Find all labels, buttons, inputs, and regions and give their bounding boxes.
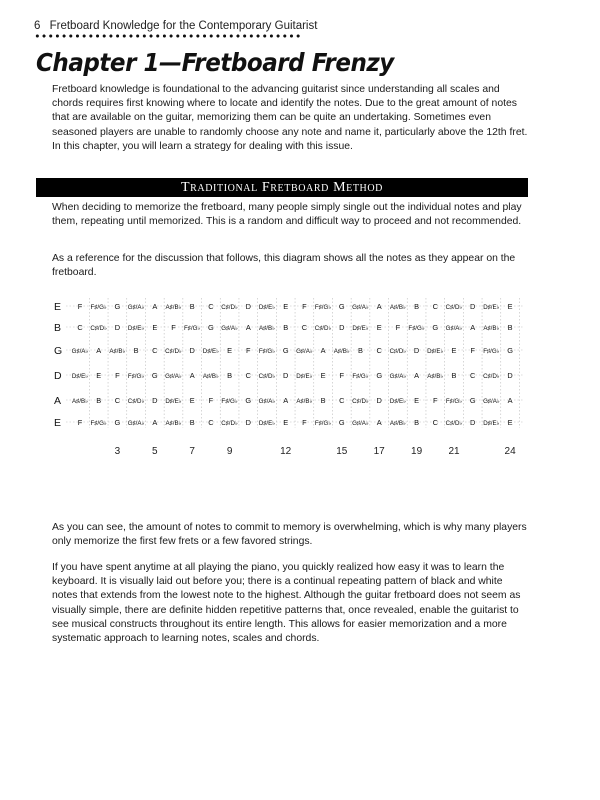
- fret-note: G: [376, 371, 383, 380]
- fret-marker-number: 12: [280, 446, 292, 457]
- fret-note: F♯/G♭: [483, 348, 500, 355]
- fret-note: F: [171, 323, 176, 332]
- fret-note: A♯/B♭: [389, 420, 406, 427]
- intro-paragraph: Fretboard knowledge is foundational to the advancing guitarist since understanding all scales and chords requires first knowing where to locate and identify the notes. Due to the great amount of notes that are available on the guitar, memorizing them can be quite an undertaking. Sometimes even seasoned players are unable to randomly choose any note and name it, particularly above the 12th fret. In this chapter, you will learn a strategy for dealing with this issue.: [52, 84, 528, 152]
- fret-note: G: [151, 371, 158, 380]
- open-string-label: A: [54, 395, 62, 407]
- fret-note: C♯/D♭: [127, 398, 145, 405]
- fret-note: G♯/A♭: [352, 304, 369, 311]
- fret-note: C♯/D♭: [483, 373, 500, 380]
- fret-note: C: [432, 418, 438, 427]
- fret-marker-number: 3: [114, 446, 121, 457]
- fret-note: F♯/G♭: [184, 325, 201, 332]
- fret-note: A♯/B♭: [389, 304, 406, 311]
- fret-note: A: [245, 323, 251, 332]
- fret-note: A♯/B♭: [202, 373, 219, 380]
- paragraph-reference: As a reference for the discussion that follows, this diagram shows all the notes as they appear on the fretboard.: [52, 253, 516, 279]
- fret-note: D: [245, 418, 251, 427]
- chapter-title: Chapter 1—Fretboard Frenzy: [36, 48, 394, 77]
- fret-note: D: [413, 346, 420, 355]
- fret-note: E: [376, 323, 382, 332]
- fret-note: D♯/E♭: [258, 304, 276, 311]
- fret-note: C♯/D♭: [445, 420, 463, 427]
- fret-note: A: [507, 396, 513, 405]
- fret-note: E: [96, 371, 102, 380]
- fret-note: D: [152, 396, 158, 405]
- fret-note: G: [507, 346, 513, 355]
- fret-note: A♯/B♭: [165, 420, 182, 427]
- fret-note: D♯/E♭: [202, 348, 220, 355]
- fret-note: A: [152, 418, 158, 427]
- paragraph-piano: If you have spent anytime at all playing the piano, you quickly realized how easy it was to learn the keyboard. It is visually laid out before you; there is a continual repeating pattern of black and white notes that extends from the lowest note to the highest. Although the guitar fretboard does not seem as visually simple, there are definite hidden repetitive patterns that, once revealed, enable the guitarist to see musical constructs throughout its entire length. This allows for easier memorization and a more systematic approach to learning notes, scales and chords.: [52, 562, 521, 645]
- fret-note: D: [470, 418, 476, 427]
- fret-note: F♯/G♭: [445, 398, 463, 405]
- fret-note: D: [114, 323, 121, 332]
- fret-note: A: [414, 371, 420, 380]
- fret-note: E: [227, 346, 233, 355]
- fret-note: G: [282, 346, 289, 355]
- open-string-label: E: [54, 417, 62, 429]
- fret-number-row: [0, 446, 600, 460]
- open-string-label: B: [54, 322, 62, 334]
- fret-note: B: [283, 323, 289, 332]
- fret-note: C♯/D♭: [221, 420, 238, 427]
- fret-note: D♯/E♭: [352, 325, 369, 332]
- fret-note: F: [302, 302, 307, 311]
- fret-note: C♯/D♭: [314, 325, 332, 332]
- fret-note: D♯/E♭: [127, 325, 145, 332]
- fret-note: G♯/A♭: [445, 325, 463, 332]
- fret-note: G♯/A♭: [127, 304, 145, 311]
- fret-note: F♯/G♭: [90, 304, 107, 311]
- section-heading: Traditional Fretboard Method: [180, 179, 383, 195]
- fret-note: F: [77, 418, 83, 427]
- fret-note: B: [358, 346, 363, 355]
- fret-note: B: [96, 396, 102, 405]
- fret-note: C♯/D♭: [90, 325, 108, 332]
- fret-note: A♯/B♭: [259, 325, 275, 332]
- fret-note: A♯/B♭: [109, 348, 126, 355]
- paragraph-overwhelming: As you can see, the amount of notes to commit to memory is overwhelming, which is why many players only memorize the first few frets or a few favored strings.: [52, 522, 527, 548]
- fret-marker-number: 24: [504, 446, 516, 457]
- fret-note: G♯/A♭: [221, 325, 238, 332]
- fret-note: G♯/A♭: [296, 348, 313, 355]
- page-number: 6: [34, 20, 41, 32]
- fret-note: C: [114, 396, 121, 405]
- fret-note: F: [208, 396, 214, 405]
- fret-note: D: [189, 346, 195, 355]
- fret-note: E: [283, 302, 289, 311]
- fret-note: D♯/E♭: [258, 420, 276, 427]
- fret-note: F♯/G♭: [352, 373, 369, 380]
- open-string-label: G: [54, 345, 63, 357]
- fret-note: E: [152, 323, 158, 332]
- paragraph-memorize: When deciding to memorize the fretboard, many people simply single out the individual notes and play them, repeating until memorized. This is a random and difficult way to proceed and not recommended.: [52, 202, 522, 228]
- fret-note: D♯/E♭: [483, 304, 500, 311]
- fret-note: G♯/A♭: [483, 398, 500, 405]
- fret-note: B: [414, 302, 420, 311]
- fret-note: C: [301, 323, 308, 332]
- fret-note: G♯/A♭: [127, 420, 145, 427]
- fret-note: F: [395, 323, 401, 332]
- fret-note: G: [114, 302, 121, 311]
- fret-note: A: [283, 396, 289, 405]
- fret-marker-number: 7: [189, 446, 195, 457]
- fret-note: A♯/B♭: [427, 373, 444, 380]
- fret-note: B: [133, 346, 139, 355]
- fret-note: D♯/E♭: [165, 398, 182, 405]
- fret-note: D♯/E♭: [296, 373, 313, 380]
- open-string-label: E: [54, 301, 62, 313]
- fret-note: F♯/G♭: [90, 420, 107, 427]
- fret-note: B: [320, 396, 326, 405]
- fret-note: F: [77, 302, 83, 311]
- fret-note: A♯/B♭: [72, 398, 88, 405]
- fret-note: A♯/B♭: [483, 325, 500, 332]
- fret-note: E: [414, 396, 420, 405]
- fret-note: B: [189, 302, 195, 311]
- fret-note: C♯/D♭: [165, 348, 182, 355]
- fret-note: C♯/D♭: [258, 373, 276, 380]
- fret-note: B: [451, 371, 457, 380]
- fret-note: C: [376, 346, 382, 355]
- fret-note: G♯/A♭: [389, 373, 407, 380]
- open-string-label: D: [54, 370, 62, 382]
- fret-note: D♯/E♭: [389, 398, 407, 405]
- fret-note: C: [339, 396, 345, 405]
- fret-note: B: [227, 371, 233, 380]
- fret-note: A♯/B♭: [165, 304, 182, 311]
- fret-note: D♯/E♭: [71, 373, 89, 380]
- fret-note: G: [245, 396, 252, 405]
- fret-note: F♯/G♭: [314, 420, 332, 427]
- fret-marker-number: 21: [448, 446, 460, 457]
- fret-note: G: [469, 396, 476, 405]
- fret-note: C: [152, 346, 158, 355]
- fret-note: A: [96, 346, 102, 355]
- fret-note: B: [507, 323, 513, 332]
- fret-note: B: [414, 418, 420, 427]
- fret-note: C: [208, 302, 214, 311]
- fret-note: C: [470, 371, 476, 380]
- fret-note: C: [245, 371, 251, 380]
- fret-note: C♯/D♭: [221, 304, 238, 311]
- fret-note: A: [376, 302, 382, 311]
- fret-marker-number: 19: [411, 446, 423, 457]
- fret-note: A: [189, 371, 195, 380]
- fret-note: E: [507, 302, 513, 311]
- fret-marker-number: 5: [152, 446, 158, 457]
- fret-note: G♯/A♭: [71, 348, 89, 355]
- fret-note: A: [470, 323, 476, 332]
- fret-note: G: [338, 302, 345, 311]
- fret-note: C♯/D♭: [445, 304, 463, 311]
- fret-note: C♯/D♭: [389, 348, 407, 355]
- fret-note: A: [376, 418, 382, 427]
- fret-note: A: [320, 346, 326, 355]
- fret-note: E: [283, 418, 289, 427]
- fret-note: F: [246, 346, 251, 355]
- fret-note: E: [451, 346, 457, 355]
- fret-note: G♯/A♭: [165, 373, 182, 380]
- fret-marker-number: 9: [226, 446, 233, 457]
- fret-note: F♯/G♭: [314, 304, 332, 311]
- fret-note: F: [470, 346, 475, 355]
- fret-note: D: [470, 302, 476, 311]
- fret-note: F♯/G♭: [258, 348, 276, 355]
- fret-note: F: [302, 418, 307, 427]
- fret-note: D: [245, 302, 251, 311]
- fret-note: F♯/G♭: [408, 325, 425, 332]
- fret-note: D: [376, 396, 382, 405]
- fret-note: A♯/B♭: [333, 348, 350, 355]
- fret-note: G♯/A♭: [352, 420, 369, 427]
- fret-note: D: [283, 371, 289, 380]
- fret-marker-number: 17: [373, 446, 385, 457]
- fret-note: G: [338, 418, 345, 427]
- fret-note: F♯/G♭: [127, 373, 145, 380]
- fret-note: D♯/E♭: [483, 420, 500, 427]
- fret-note: F: [433, 396, 438, 405]
- book-title: Fretboard Knowledge for the Contemporary Guitarist: [49, 20, 318, 32]
- fret-note: E: [189, 396, 195, 405]
- fret-note: D: [339, 323, 345, 332]
- fret-note: A: [152, 302, 158, 311]
- fret-note: F: [115, 371, 120, 380]
- fret-note: D: [507, 371, 513, 380]
- fret-note: G: [114, 418, 121, 427]
- fret-note: F♯/G♭: [221, 398, 238, 405]
- fret-note: D♯/E♭: [427, 348, 444, 355]
- fret-note: C♯/D♭: [352, 398, 369, 405]
- fret-note: G: [432, 323, 439, 332]
- fret-note: B: [189, 418, 195, 427]
- fret-note: C: [208, 418, 214, 427]
- fret-note: C: [77, 323, 83, 332]
- fret-note: E: [320, 371, 326, 380]
- fret-note: F: [339, 371, 345, 380]
- fret-note: G♯/A♭: [258, 398, 276, 405]
- fret-note: A♯/B♭: [296, 398, 313, 405]
- fret-note: E: [507, 418, 513, 427]
- fret-note: C: [432, 302, 438, 311]
- fret-marker-number: 15: [336, 446, 348, 457]
- fret-note: G: [208, 323, 214, 332]
